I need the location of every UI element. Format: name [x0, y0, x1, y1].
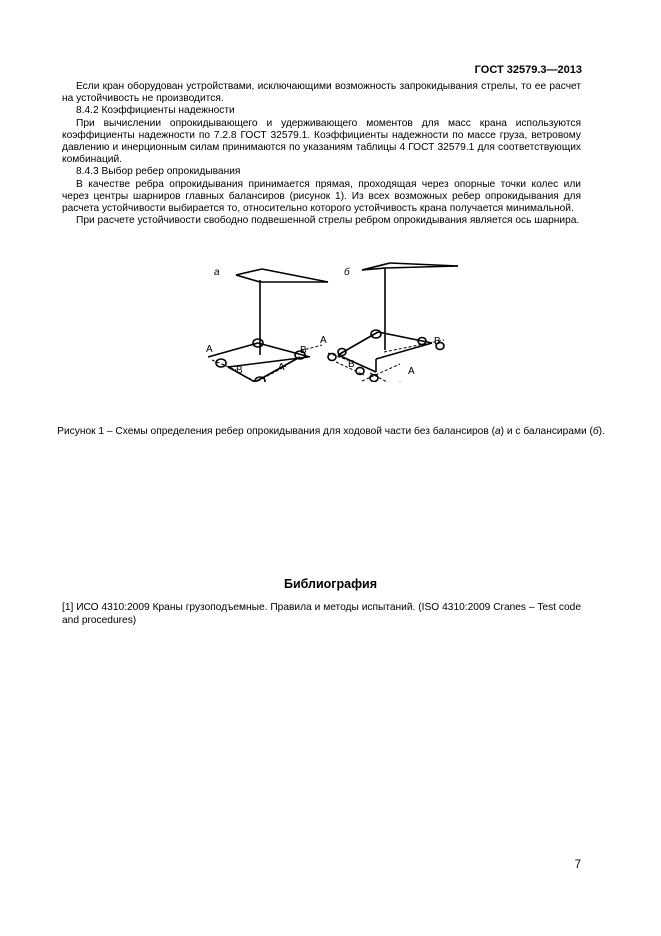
edge-label-a-bottom: A: [278, 362, 285, 373]
paragraph: В качестве ребра опрокидывания принимается прямая, проходящая через опорные точки колес или через центры шарниров главных балансиров (рисунок 1). Из всех возможных ребер опрокидывания для расчета устойчивости выбирается то, относительно которого устойчивость крана получается минимальной.: [62, 178, 581, 215]
crane-schemes-diagram: [0, 262, 661, 382]
caption-text-mid: ) и с балансирами (: [500, 426, 593, 437]
edge-label-b-right-b: B: [434, 336, 441, 347]
edge-label-b-right: B: [300, 345, 307, 356]
paragraph: Если кран оборудован устройствами, исключающими возможность запрокидывания стрелы, то ее расчет на устойчивость не производится.: [62, 81, 581, 105]
figure-caption: [45, 425, 617, 438]
section-heading-8-4-3: 8.4.3 Выбор ребер опрокидывания: [76, 166, 241, 178]
scheme-label-a: а: [214, 267, 220, 278]
bibliography-title: Библиография: [283, 577, 378, 591]
caption-ref-b: б: [592, 426, 599, 437]
document-header: ГОСТ 32579.3—2013: [474, 64, 582, 76]
caption-text-end: ).: [598, 426, 605, 437]
edge-label-a-left: A: [206, 344, 213, 355]
figure-1: [0, 262, 661, 382]
edge-label-b-bottom: B: [236, 365, 243, 376]
edge-label-a-left-b: A: [320, 335, 327, 346]
edge-label-b-bottom-b: B: [348, 359, 355, 370]
paragraph: При расчете устойчивости свободно подвешенной стрелы ребром опрокидывания является ось шарнира.: [76, 215, 580, 227]
section-heading-8-4-2: 8.4.2 Коэффициенты надежности: [76, 105, 235, 117]
caption-ref-a: а: [494, 426, 501, 437]
scheme-label-b: б: [344, 267, 350, 278]
page-number: 7: [574, 859, 581, 871]
edges-b: [328, 340, 444, 382]
scheme-a: [208, 269, 328, 382]
caption-text-start: Рисунок 1 – Схемы определения ребер опрокидывания для ходовой части без балансиров (: [57, 426, 495, 437]
paragraph: При вычислении опрокидывающего и удерживающего моментов для масс крана используются коэффициенты надежности по 7.2.8 ГОСТ 32579.1. Коэффициенты надежности по массе груза, ветровому давлению и инерционным силам принимаются по указаниям таблицы 4 ГОСТ 32579.1 для соответствующих комбинаций.: [62, 117, 581, 166]
body-text: [62, 81, 581, 227]
bibliography-item: [1] ИСО 4310:2009 Краны грузоподъемные. Правила и методы испытаний. (ISO 4310:2009 Cranes – Test code and procedures): [62, 602, 581, 626]
edge-label-a-bottom-b: A: [408, 366, 415, 377]
